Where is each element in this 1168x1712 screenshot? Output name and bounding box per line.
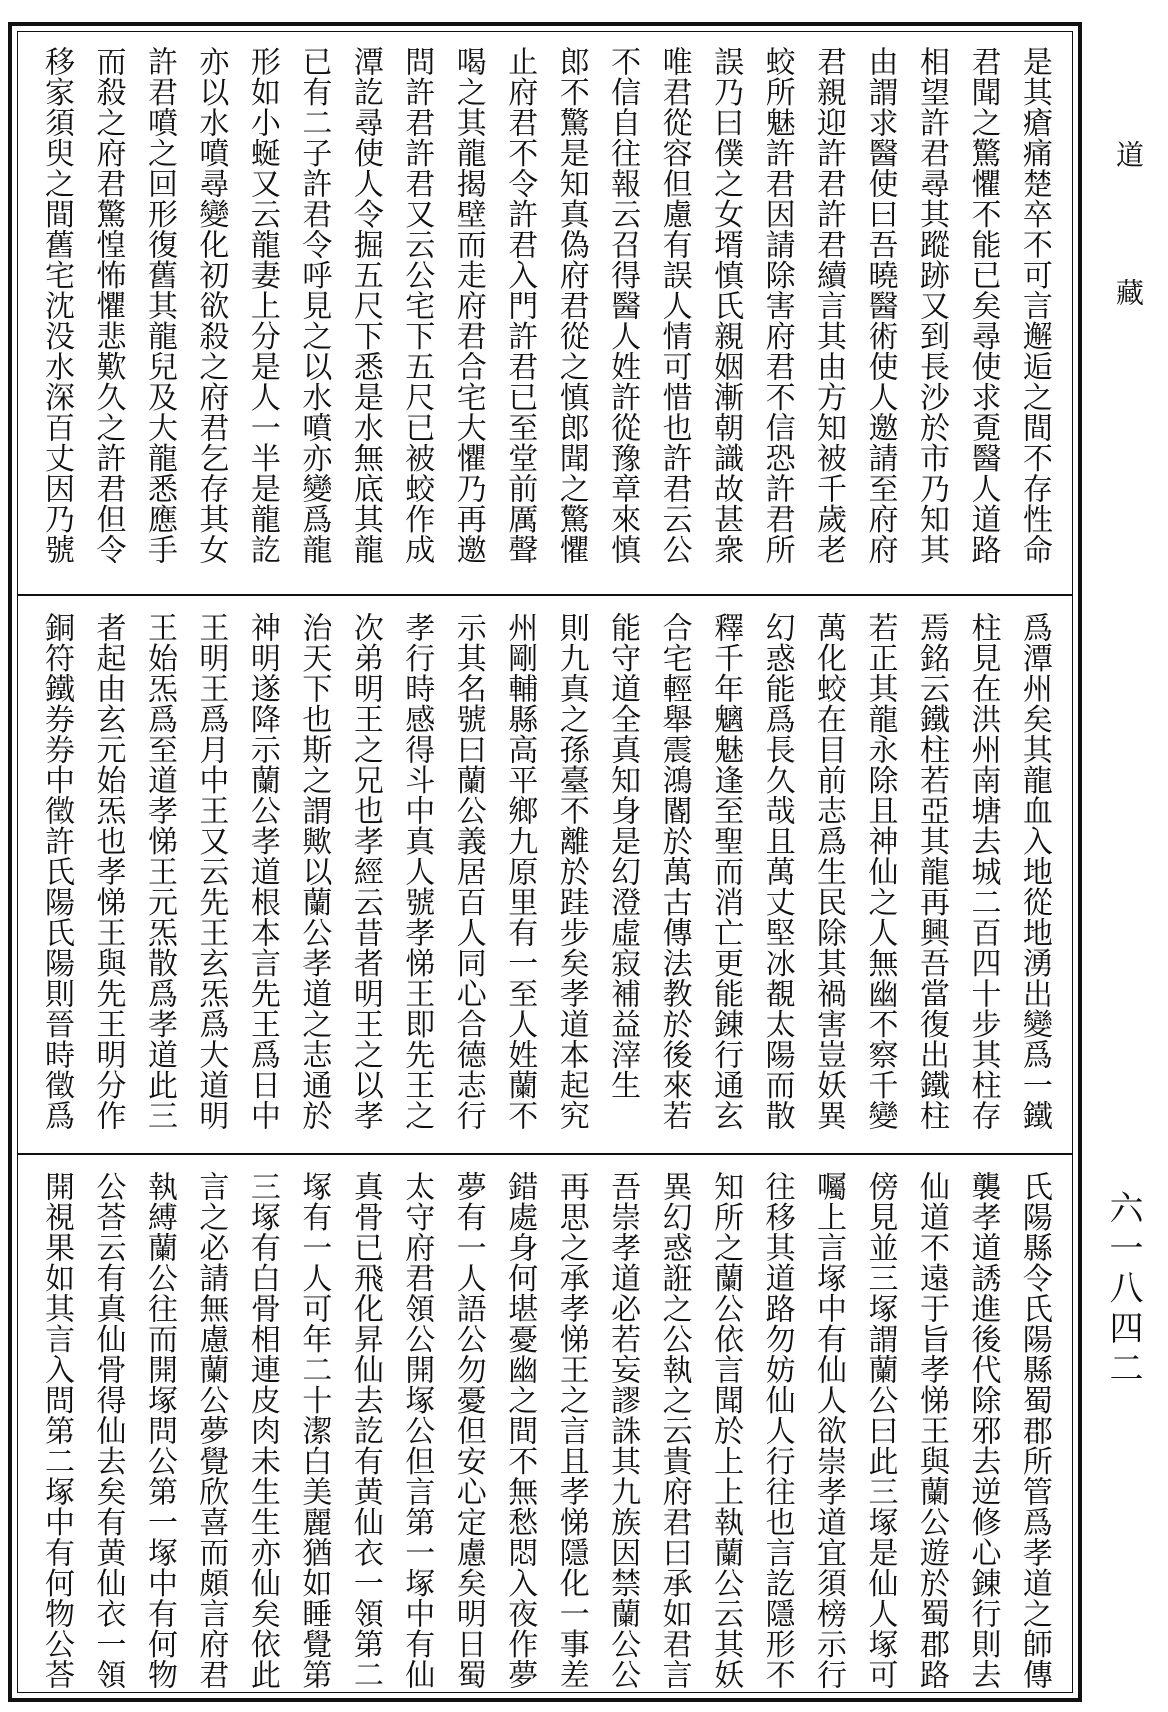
text-column: 示其名號曰蘭公義居百人同心合德志行 [450, 612, 486, 1131]
text-column: 州剛輔縣高平鄉九原里有一至人姓蘭不 [502, 612, 538, 1131]
text-column: 相望許君尋其蹤跡又到長沙於市乃知其 [913, 46, 949, 565]
column-group [34, 46, 1056, 584]
text-column: 問許君許君又云公宅下五尺已被蛟作成 [399, 46, 435, 565]
text-column: 釋千年魑魅逢至聖而消亡更能錬行通玄 [708, 612, 744, 1131]
text-column: 開視果如其言入問第二塚中有何物公荅 [39, 1171, 74, 1689]
text-column: 是其瘡痛楚卒不可言邂逅之間不存性命 [1016, 46, 1052, 565]
text-column: 塚有一人可年二十潔白美麗猶如睡覺第 [296, 1171, 332, 1689]
text-column: 王始炁爲至道孝悌王元炁散爲孝道此三 [141, 612, 177, 1131]
text-column: 襲孝道誘進後代除邪去逆修心錬行則去 [965, 1171, 1001, 1689]
text-column: 囑上言塚中有仙人欲崇孝道宜須榜示行 [811, 1171, 847, 1689]
text-register-bottom [18, 1157, 1072, 1697]
text-column: 者起由玄元始炁也孝悌王與先王明分作 [90, 612, 126, 1131]
text-column: 神明遂降示蘭公孝道根本言先王爲日中 [244, 612, 280, 1131]
text-column: 次弟明王之兄也孝經云昔者明王之以孝 [347, 612, 383, 1131]
text-column: 合宅輕舉震鴻閽於萬古傳法教於後來若 [656, 612, 692, 1131]
text-column: 已有二子許君令呼見之以水噴亦變爲龍 [296, 46, 332, 565]
text-column: 郎不驚是知真偽府君從之慎郎聞之驚懼 [553, 46, 589, 565]
text-column: 不信自往報云召得醫人姓許從豫章來慎 [605, 46, 641, 565]
margin-page-number: 六一八四二 [1103, 1190, 1143, 1390]
margin-title: 道藏 [1112, 140, 1145, 416]
text-column: 再思之承孝悌王之言且孝悌隱化一事差 [553, 1171, 589, 1689]
text-column: 銅符鐵券券中徵許氏陽氏陽則晉時徵爲 [39, 612, 74, 1131]
text-column: 形如小蜒又云龍妻上分是人一半是龍訖 [244, 46, 280, 565]
text-column: 真骨已飛化昇仙去訖有黄仙衣一領第二 [347, 1171, 383, 1689]
text-column: 仙道不遠于旨孝悌王與蘭公遊於蜀郡路 [913, 1171, 949, 1689]
text-column: 柱見在洪州南塘去城二百四十步其柱存 [965, 612, 1001, 1131]
text-column: 幻惑能爲長久哉且萬丈堅冰覩太陽而散 [759, 612, 795, 1131]
text-column: 則九真之孫臺不離於跬步矣孝道本起究 [553, 612, 589, 1131]
text-column: 潭訖尋使人令掘五尺下悉是水無底其龍 [347, 46, 383, 565]
text-column: 爲潭州矣其龍血入地從地湧出變爲一鐵 [1016, 612, 1052, 1131]
text-column: 王明王爲月中王又云先王玄炁爲大道明 [193, 612, 229, 1131]
text-column: 太守府君領公開塚公但言第一塚中有仙 [399, 1171, 435, 1689]
text-column: 焉銘云鐵柱若亞其龍再興吾當復出鐵柱 [913, 612, 949, 1131]
text-column: 而殺之府君驚惶怖懼悲歎久之許君但令 [90, 46, 126, 565]
column-group [34, 612, 1056, 1142]
text-column: 吾崇孝道必若妄謬誅其九族因禁蘭公公 [605, 1171, 641, 1689]
text-column: 若正其龍永除且神仙之人無幽不察千變 [862, 612, 898, 1131]
text-column: 能守道全真知身是幻澄虛寂補益滓生 [605, 612, 641, 1100]
text-column: 萬化蛟在目前志爲生民除其禍害豈妖異 [811, 612, 847, 1131]
text-column: 錯處身何堪憂幽之間不無愁悶入夜作夢 [502, 1171, 538, 1689]
text-column: 唯君從容但慮有誤人情可惜也許君云公 [656, 46, 692, 565]
text-column: 公荅云有真仙骨得仙去矣有黄仙衣一領 [90, 1171, 126, 1689]
text-column: 誤乃曰僕之女壻慎氏親姻漸朝識故甚衆 [708, 46, 744, 565]
text-column: 君親迎許君許君續言其由方知被千歲老 [811, 46, 847, 565]
text-column: 喝之其龍揭壁而走府君合宅大懼乃再邀 [450, 46, 486, 565]
text-column: 孝行時感得斗中真人號孝悌王即先王之 [399, 612, 435, 1131]
text-column: 由謂求醫使曰吾曉醫術使人邀請至府府 [862, 46, 898, 565]
page-frame [8, 22, 1082, 1702]
text-column: 三塚有白骨相連皮肉未生生亦仙矣依此 [244, 1171, 280, 1689]
text-column: 知所之蘭公依言聞於上上執蘭公云其妖 [708, 1171, 744, 1689]
text-column: 移家須臾之間舊宅沈没水深百丈因乃號 [39, 46, 74, 565]
text-column: 亦以水噴尋變化初欲殺之府君乞存其女 [193, 46, 229, 565]
text-column: 言之必請無慮蘭公夢覺欣喜而頗言府君 [193, 1171, 229, 1689]
text-column: 氏陽縣令氏陽縣蜀郡所管爲孝道之師傳 [1016, 1171, 1052, 1689]
text-column: 許君噴之回形復舊其龍兒及大龍悉應手 [141, 46, 177, 565]
register-divider [18, 594, 1072, 596]
text-column: 異幻惑誑之公執之云貴府君曰承如君言 [656, 1171, 692, 1689]
text-column: 蛟所魅許君因請除害府君不信恐許君所 [759, 46, 795, 565]
register-divider [18, 1153, 1072, 1155]
text-register-middle [18, 598, 1072, 1150]
text-column: 執縛蘭公往而開塚問公第一塚中有何物 [141, 1171, 177, 1689]
text-column: 止府君不令許君入門許君已至堂前厲聲 [502, 46, 538, 565]
text-register-top [18, 32, 1072, 592]
text-column: 君聞之驚懼不能已矣尋使求覔醫人道路 [965, 46, 1001, 565]
text-column: 往移其道路勿妨仙人行往也言訖隱形不 [759, 1171, 795, 1689]
text-column: 治天下也斯之謂歟以蘭公孝道之志通於 [296, 612, 332, 1131]
page-frame-inner [17, 31, 1073, 1693]
text-column: 傍見並三塚謂蘭公曰此三塚是仙人塚可 [862, 1171, 898, 1689]
text-column: 夢有一人語公勿憂但安心定慮矣明日蜀 [450, 1171, 486, 1689]
column-group [34, 1171, 1056, 1689]
